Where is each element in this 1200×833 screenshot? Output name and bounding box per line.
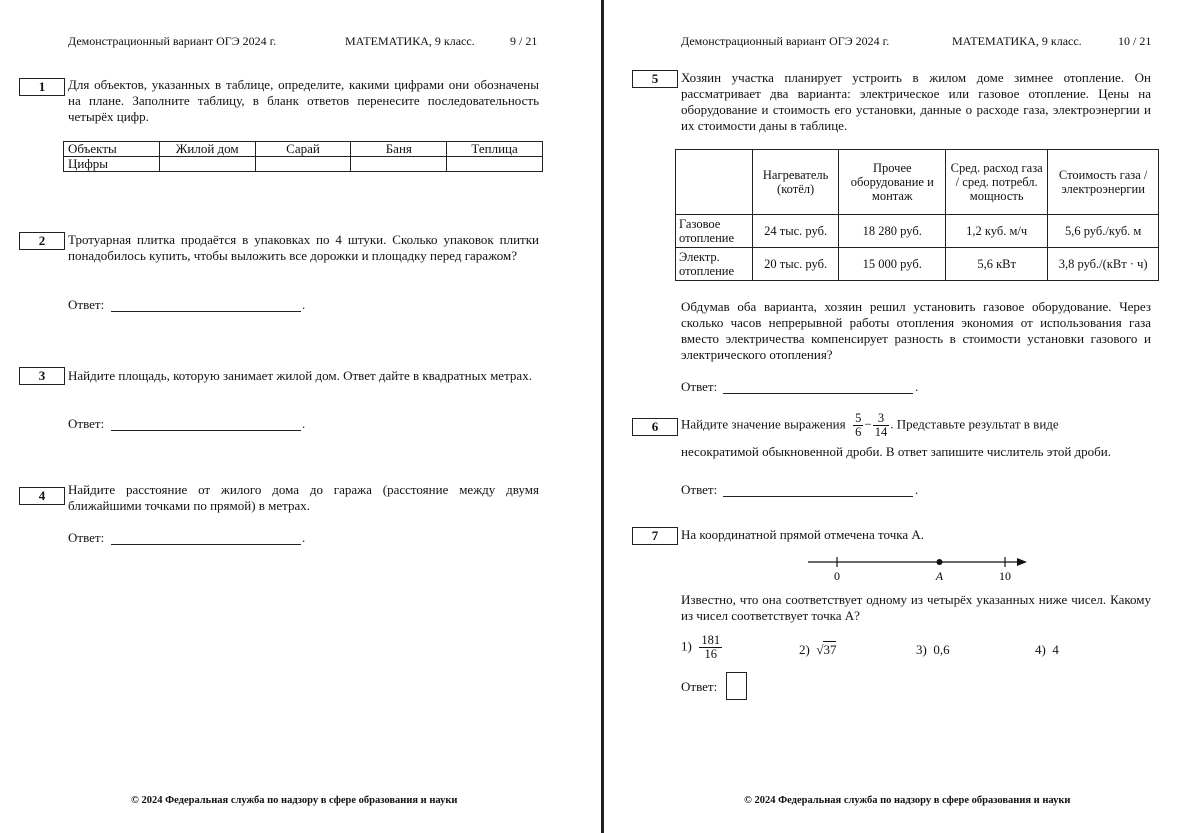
numerator: 181 <box>701 633 721 647</box>
answer-cell[interactable] <box>159 157 255 172</box>
table-row <box>676 215 1159 248</box>
answer-dot: . <box>915 379 919 394</box>
question-number-7: 7 <box>632 527 678 545</box>
table-header-cell: Стоимость газа / электроэнергии <box>1048 150 1159 215</box>
table-row <box>64 142 543 157</box>
radicand: 37 <box>823 642 837 657</box>
page-divider <box>601 0 604 833</box>
answer-dot: . <box>302 530 306 545</box>
fraction-181-16 <box>699 634 722 661</box>
header-page-number: 9 / 21 <box>510 34 538 48</box>
footer-copyright: © 2024 Федеральная служба по надзору в сфере образования и науки <box>131 795 458 806</box>
numerator: 5 <box>855 411 862 425</box>
question-number-5: 5 <box>632 70 678 88</box>
table-cell: 5,6 руб./куб. м <box>1048 215 1159 248</box>
option-value: 0,6 <box>933 642 950 657</box>
table-header-cell: Прочее оборудование и монтаж <box>839 150 946 215</box>
question-6-text-after: . Представьте результат в виде <box>890 416 1059 432</box>
table-cell: 24 тыс. руб. <box>752 215 839 248</box>
answer-field-4[interactable] <box>111 544 301 545</box>
table-cell: 20 тыс. руб. <box>752 248 839 281</box>
answer-field-6[interactable] <box>723 496 913 497</box>
question-6-line-1 <box>681 412 1151 439</box>
option-2[interactable] <box>799 642 836 658</box>
tick-label-0: 0 <box>834 569 840 583</box>
objects-table <box>63 141 543 172</box>
minus-sign: − <box>864 416 872 432</box>
option-value: 4 <box>1052 642 1059 657</box>
answer-dot: . <box>302 297 306 312</box>
header-exam-title: Демонстрационный вариант ОГЭ 2024 г. <box>681 34 890 48</box>
table-cell: Сарай <box>255 142 351 157</box>
table-header-cell <box>676 150 753 215</box>
answer-dot: . <box>302 416 306 431</box>
option-label: 3) <box>916 642 927 657</box>
sqrt-icon: √ <box>816 642 824 657</box>
footer-copyright: © 2024 Федеральная служба по надзору в сфере образования и науки <box>744 795 1071 806</box>
option-label: 4) <box>1035 642 1046 657</box>
answer-label-2: Ответ: <box>68 297 105 312</box>
question-6-text-before: Найдите значение выражения <box>681 416 846 432</box>
answer-field-5[interactable] <box>723 393 913 394</box>
table-cell: Жилой дом <box>159 142 255 157</box>
answer-box-7[interactable] <box>726 672 747 700</box>
question-4-text: Найдите расстояние от жилого дома до гаража (расстояние между двумя ближайшими точками по прямой) в метрах. <box>68 482 539 513</box>
question-1-text: Для объектов, указанных в таблице, определите, какими цифрами они обозначены на плане. Заполните таблицу, в бланк ответов перенесите последовательность четырёх цифр. <box>68 77 539 124</box>
tick-label-10: 10 <box>999 569 1011 583</box>
table-cell: Газовое отопление <box>676 215 753 248</box>
option-1[interactable] <box>681 634 723 661</box>
option-4[interactable] <box>1035 642 1059 658</box>
answer-cell[interactable] <box>255 157 351 172</box>
right-page <box>605 0 1200 833</box>
table-cell: Теплица <box>447 142 543 157</box>
option-label: 1) <box>681 638 692 654</box>
answer-label-5: Ответ: <box>681 379 718 394</box>
question-number-2: 2 <box>19 232 65 250</box>
denominator: 16 <box>704 647 717 661</box>
table-header-cell: Сред. расход газа / сред. потребл. мощность <box>946 150 1048 215</box>
table-cell: Цифры <box>64 157 160 172</box>
numerator: 3 <box>873 412 890 426</box>
table-cell: 15 000 руб. <box>839 248 946 281</box>
number-line <box>800 553 1035 587</box>
denominator: 14 <box>874 425 888 439</box>
answer-field-3[interactable] <box>111 430 301 431</box>
table-cell: Объекты <box>64 142 160 157</box>
denominator: 6 <box>855 425 862 439</box>
question-number-3: 3 <box>19 367 65 385</box>
point-a <box>936 559 942 565</box>
answer-label-4: Ответ: <box>68 530 105 545</box>
fraction-5-6 <box>853 412 863 439</box>
header-page-number: 10 / 21 <box>1118 34 1152 48</box>
answer-label-3: Ответ: <box>68 416 105 431</box>
table-cell: Баня <box>351 142 447 157</box>
question-3-text: Найдите площадь, которую занимает жилой дом. Ответ дайте в квадратных метрах. <box>68 368 532 383</box>
header-subject: МАТЕМАТИКА, 9 класс. <box>345 34 475 48</box>
table-row <box>64 157 543 172</box>
question-7-text: На координатной прямой отмечена точка A. <box>681 527 925 542</box>
answer-cell[interactable] <box>447 157 543 172</box>
answer-label-6: Ответ: <box>681 482 718 497</box>
answer-cell[interactable] <box>351 157 447 172</box>
answer-label-7: Ответ: <box>681 679 718 694</box>
table-cell: Электр. отопление <box>676 248 753 281</box>
question-number-6: 6 <box>632 418 678 436</box>
table-row <box>676 248 1159 281</box>
question-6-line-2: несократимой обыкновенной дроби. В ответ запишите числитель этой дроби. <box>681 444 1111 459</box>
table-cell: 18 280 руб. <box>839 215 946 248</box>
question-number-1: 1 <box>19 78 65 96</box>
fraction-3-14 <box>873 412 890 439</box>
table-header-row <box>676 150 1159 215</box>
question-7-text-2: Известно, что она соответствует одному из четырёх указанных ниже чисел. Какому из чисел соответствует точка A? <box>681 592 1151 623</box>
question-5-text: Хозяин участка планирует устроить в жилом доме зимнее отопление. Он рассматривает два варианта: электрическое или газовое отопление. Цены на оборудование и стоимость его установки, данные о расходе газа, электроэнергии и их стоимости даны в таблице. <box>681 70 1151 133</box>
heating-table <box>675 149 1159 281</box>
table-cell: 1,2 куб. м/ч <box>946 215 1048 248</box>
table-cell: 3,8 руб./(кВт · ч) <box>1048 248 1159 281</box>
question-5-text-2: Обдумав оба варианта, хозяин решил установить газовое оборудование. Через сколько часов непрерывной работы отопления экономия от использования газа вместо электричества компенсирует разность в стоимости установки газового и электрического отопления? <box>681 299 1151 362</box>
header-exam-title: Демонстрационный вариант ОГЭ 2024 г. <box>68 34 277 48</box>
option-label: 2) <box>799 642 810 657</box>
point-label-a: A <box>935 569 944 583</box>
question-2-text: Тротуарная плитка продаётся в упаковках по 4 штуки. Сколько упаковок плитки понадобилось купить, чтобы выложить все дорожки и площадку перед гаражом? <box>68 232 539 263</box>
table-header-cell: Нагреватель (котёл) <box>752 150 839 215</box>
header-subject: МАТЕМАТИКА, 9 класс. <box>952 34 1082 48</box>
table-cell: 5,6 кВт <box>946 248 1048 281</box>
option-3[interactable] <box>916 642 950 658</box>
arrow-right-icon <box>1017 558 1027 566</box>
question-number-4: 4 <box>19 487 65 505</box>
answer-dot: . <box>915 482 919 497</box>
answer-field-2[interactable] <box>111 311 301 312</box>
